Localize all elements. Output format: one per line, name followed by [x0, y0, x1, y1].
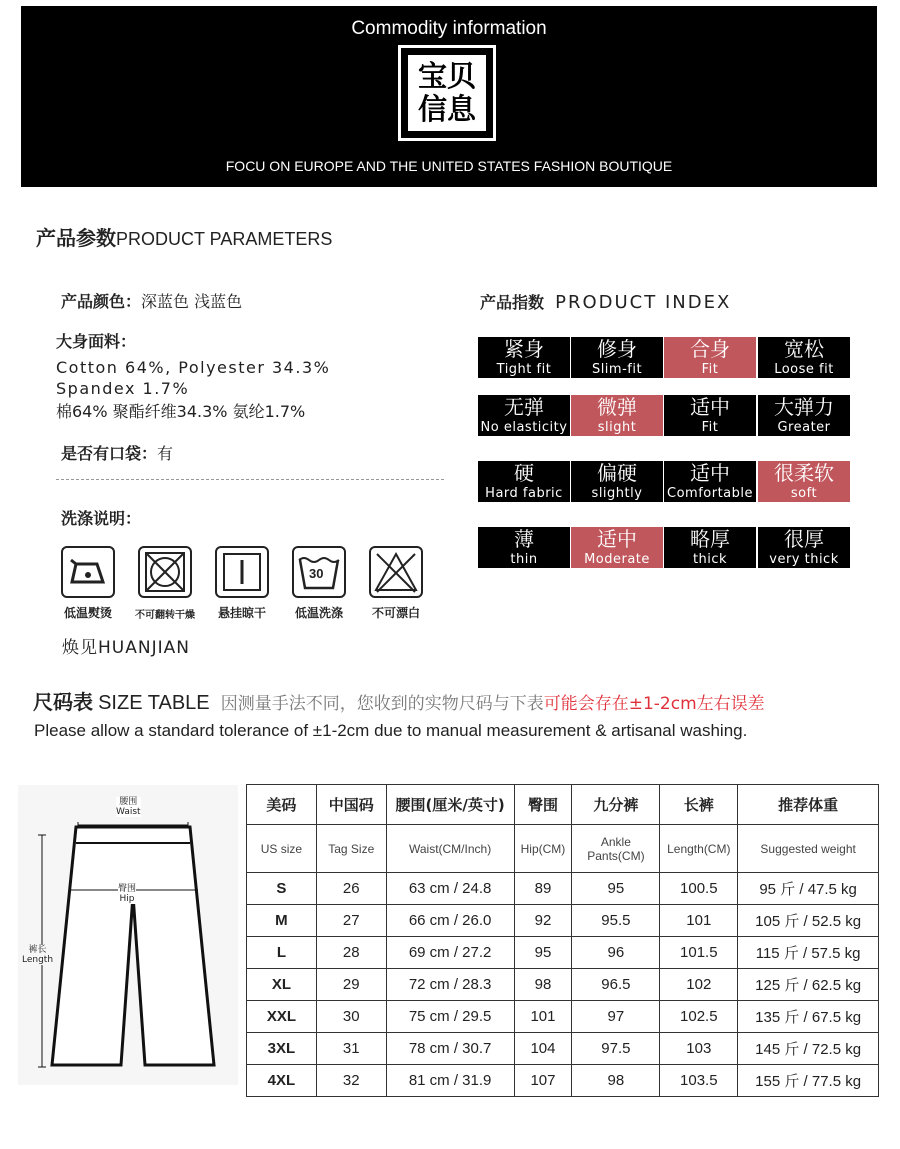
index-cell-en: Loose fit	[758, 361, 850, 378]
index-cell-en: very thick	[758, 551, 850, 568]
params-title-cn: 产品参数	[36, 226, 116, 250]
index-cell	[664, 337, 756, 378]
banner-subtitle: FOCU ON EUROPE AND THE UNITED STATES FASHION BOUTIQUE	[225, 158, 673, 174]
index-cell	[478, 461, 570, 502]
table-header-cn	[247, 785, 879, 825]
index-cell-cn: 很柔软	[758, 461, 850, 485]
index-cell-en: slightly	[571, 485, 663, 502]
table-cell: 102.5	[660, 1001, 738, 1033]
banner-logo-box	[398, 45, 496, 141]
param-color	[61, 289, 242, 312]
index-heading	[480, 290, 731, 313]
table-row	[247, 937, 879, 969]
hang-dry-icon	[215, 546, 269, 598]
table-cell: 中国码	[316, 785, 386, 825]
table-cell: Waist(CM/Inch)	[386, 825, 514, 873]
table-cell: Ankle Pants(CM)	[572, 825, 660, 873]
color-label: 产品颜色：	[61, 292, 142, 311]
table-cell: 臀围	[514, 785, 572, 825]
size-note-en: Please allow a standard tolerance of ±1-2cm due to manual measurement & artisanal washing.	[34, 721, 748, 740]
index-cell-cn: 适中	[664, 395, 756, 419]
index-cell-cn: 偏硬	[571, 461, 663, 485]
table-cell: 4XL	[247, 1065, 317, 1097]
fabric-line2: Spandex 1.7%	[56, 379, 190, 398]
table-cell: 3XL	[247, 1033, 317, 1065]
table-row	[247, 1001, 879, 1033]
table-row	[247, 969, 879, 1001]
table-cell: 96	[572, 937, 660, 969]
table-cell: 72 cm / 28.3	[386, 969, 514, 1001]
index-cell	[571, 527, 663, 568]
waist-label-en: Waist	[116, 807, 141, 817]
table-row	[247, 1033, 879, 1065]
table-cell: US size	[247, 825, 317, 873]
index-cell-en: Fit	[664, 361, 756, 378]
index-cell	[571, 337, 663, 378]
index-cell	[478, 337, 570, 378]
index-cell-cn: 合身	[664, 337, 756, 361]
brand-name: 焕见HUANJIAN	[62, 638, 190, 658]
index-title-en: PRODUCT INDEX	[555, 292, 732, 313]
hip-label-en: Hip	[119, 894, 135, 904]
index-cell-en: Greater	[758, 419, 850, 436]
pocket-label: 是否有口袋：	[61, 444, 158, 463]
index-cell-cn: 硬	[478, 461, 570, 485]
color-value: 深蓝色 浅蓝色	[141, 292, 243, 311]
index-cell-en: thick	[664, 551, 756, 568]
table-cell: 27	[316, 905, 386, 937]
care-label-iron: 低温熨烫	[63, 606, 112, 620]
table-row	[247, 873, 879, 905]
table-cell: 97.5	[572, 1033, 660, 1065]
wash-label: 洗涤说明：	[61, 509, 142, 528]
size-title-en: SIZE TABLE	[98, 692, 210, 714]
index-cell-cn: 宽松	[758, 337, 850, 361]
table-cell: 长裤	[660, 785, 738, 825]
table-cell: M	[247, 905, 317, 937]
table-cell: 78 cm / 30.7	[386, 1033, 514, 1065]
table-cell: 69 cm / 27.2	[386, 937, 514, 969]
table-cell: 103.5	[660, 1065, 738, 1097]
index-cell-cn: 修身	[571, 337, 663, 361]
index-cell-cn: 适中	[571, 527, 663, 551]
index-cell	[664, 395, 756, 436]
table-cell: 104	[514, 1033, 572, 1065]
table-cell: 145 斤 / 72.5 kg	[738, 1033, 879, 1065]
pocket-value: 有	[157, 444, 174, 463]
index-cell	[758, 337, 850, 378]
length-label	[22, 945, 53, 965]
table-cell: Length(CM)	[660, 825, 738, 873]
table-cell: Hip(CM)	[514, 825, 572, 873]
index-cell	[571, 461, 663, 502]
table-cell: 135 斤 / 67.5 kg	[738, 1001, 879, 1033]
banner-box-line1: 宝贝	[417, 59, 476, 93]
table-cell: 115 斤 / 57.5 kg	[738, 937, 879, 969]
table-cell: 推荐体重	[738, 785, 879, 825]
no-bleach-icon	[369, 546, 423, 598]
index-cell	[758, 395, 850, 436]
index-cell	[758, 527, 850, 568]
no-tumble-dry-icon	[138, 546, 192, 598]
banner-box-line2: 信息	[417, 92, 476, 126]
table-cell: 105 斤 / 52.5 kg	[738, 905, 879, 937]
table-cell: 81 cm / 31.9	[386, 1065, 514, 1097]
index-cell-en: Comfortable	[664, 485, 756, 502]
table-cell: XL	[247, 969, 317, 1001]
index-cell-cn: 薄	[478, 527, 570, 551]
index-cell	[478, 395, 570, 436]
params-title-en: PRODUCT PARAMETERS	[116, 229, 333, 249]
care-label-hang: 悬挂晾干	[217, 606, 266, 620]
table-header-en	[247, 825, 879, 873]
table-row	[247, 905, 879, 937]
pants-diagram	[18, 785, 238, 1085]
length-label-en: Length	[22, 955, 54, 965]
index-cell	[664, 527, 756, 568]
table-cell: 66 cm / 26.0	[386, 905, 514, 937]
length-label-cn: 裤长	[28, 945, 47, 955]
index-cell-cn: 很厚	[758, 527, 850, 551]
index-cell-cn: 无弹	[478, 395, 570, 419]
table-cell: 98	[514, 969, 572, 1001]
index-cell-en: Hard fabric	[478, 485, 570, 502]
index-cell-en: thin	[478, 551, 570, 568]
size-note-gray: 因测量手法不同，您收到的实物尺码与下表	[220, 694, 544, 714]
table-cell: 95	[514, 937, 572, 969]
table-cell: 97	[572, 1001, 660, 1033]
commodity-banner	[21, 6, 877, 187]
table-cell: 26	[316, 873, 386, 905]
table-cell: 155 斤 / 77.5 kg	[738, 1065, 879, 1097]
index-cell	[758, 461, 850, 502]
params-heading	[36, 222, 332, 251]
table-cell: 89	[514, 873, 572, 905]
index-cell	[664, 461, 756, 502]
table-cell: 29	[316, 969, 386, 1001]
table-cell: L	[247, 937, 317, 969]
index-cell	[478, 527, 570, 568]
table-cell: 95	[572, 873, 660, 905]
table-cell: 96.5	[572, 969, 660, 1001]
index-title-cn: 产品指数	[480, 293, 545, 312]
size-heading	[33, 686, 765, 715]
fabric-label: 大身面料：	[56, 332, 137, 351]
index-cell-cn: 略厚	[664, 527, 756, 551]
table-cell: 107	[514, 1065, 572, 1097]
banner-title: Commodity information	[351, 18, 547, 39]
low-temp-iron-icon	[61, 546, 115, 598]
table-cell: 100.5	[660, 873, 738, 905]
wash-30-icon	[292, 546, 346, 598]
table-row	[247, 1065, 879, 1097]
table-cell: 101	[660, 905, 738, 937]
table-cell: 腰围(厘米/英寸)	[386, 785, 514, 825]
waist-label-cn: 腰围	[119, 797, 138, 807]
table-cell: 103	[660, 1033, 738, 1065]
hip-label	[118, 884, 136, 904]
table-cell: 九分裤	[572, 785, 660, 825]
care-label-tumble: 不可翻转干燥	[135, 610, 195, 621]
table-cell: 101.5	[660, 937, 738, 969]
table-cell: 101	[514, 1001, 572, 1033]
table-cell: 美码	[247, 785, 317, 825]
index-cell-en: Fit	[664, 419, 756, 436]
index-cell	[571, 395, 663, 436]
table-cell: XXL	[247, 1001, 317, 1033]
table-cell: 63 cm / 24.8	[386, 873, 514, 905]
size-table	[246, 784, 879, 1097]
index-cell-en: soft	[758, 485, 850, 502]
index-cell-en: Tight fit	[478, 361, 570, 378]
param-pocket	[61, 441, 173, 464]
fabric-line3: 棉64% 聚酯纤维34.3% 氨纶1.7%	[56, 402, 306, 421]
wash-temp-number: 30	[309, 566, 324, 581]
table-cell: 102	[660, 969, 738, 1001]
table-cell: 75 cm / 29.5	[386, 1001, 514, 1033]
table-cell: 32	[316, 1065, 386, 1097]
size-title-cn: 尺码表	[33, 690, 93, 714]
index-cell-cn: 适中	[664, 461, 756, 485]
index-cell-en: No elasticity	[478, 419, 570, 436]
waist-label	[116, 797, 141, 817]
index-cell-cn: 微弹	[571, 395, 663, 419]
table-cell: 95.5	[572, 905, 660, 937]
table-cell: 125 斤 / 62.5 kg	[738, 969, 879, 1001]
table-cell: Tag Size	[316, 825, 386, 873]
care-label-wash: 低温洗涤	[294, 606, 343, 620]
table-cell: 30	[316, 1001, 386, 1033]
hip-label-cn: 臀围	[118, 884, 137, 894]
table-cell: Suggested weight	[738, 825, 879, 873]
table-cell: 31	[316, 1033, 386, 1065]
index-cell-en: Slim-fit	[571, 361, 663, 378]
table-cell: 92	[514, 905, 572, 937]
table-cell: 28	[316, 937, 386, 969]
table-cell: S	[247, 873, 317, 905]
index-cell-cn: 紧身	[478, 337, 570, 361]
index-cell-cn: 大弹力	[758, 395, 850, 419]
index-cell-en: Moderate	[571, 551, 663, 568]
table-cell: 95 斤 / 47.5 kg	[738, 873, 879, 905]
size-note-red: 可能会存在±1-2cm左右误差	[543, 694, 765, 714]
divider	[56, 479, 444, 480]
fabric-line1: Cotton 64%, Polyester 34.3%	[56, 358, 331, 377]
care-label-bleach: 不可漂白	[371, 606, 420, 620]
table-cell: 98	[572, 1065, 660, 1097]
index-cell-en: slight	[571, 419, 663, 436]
